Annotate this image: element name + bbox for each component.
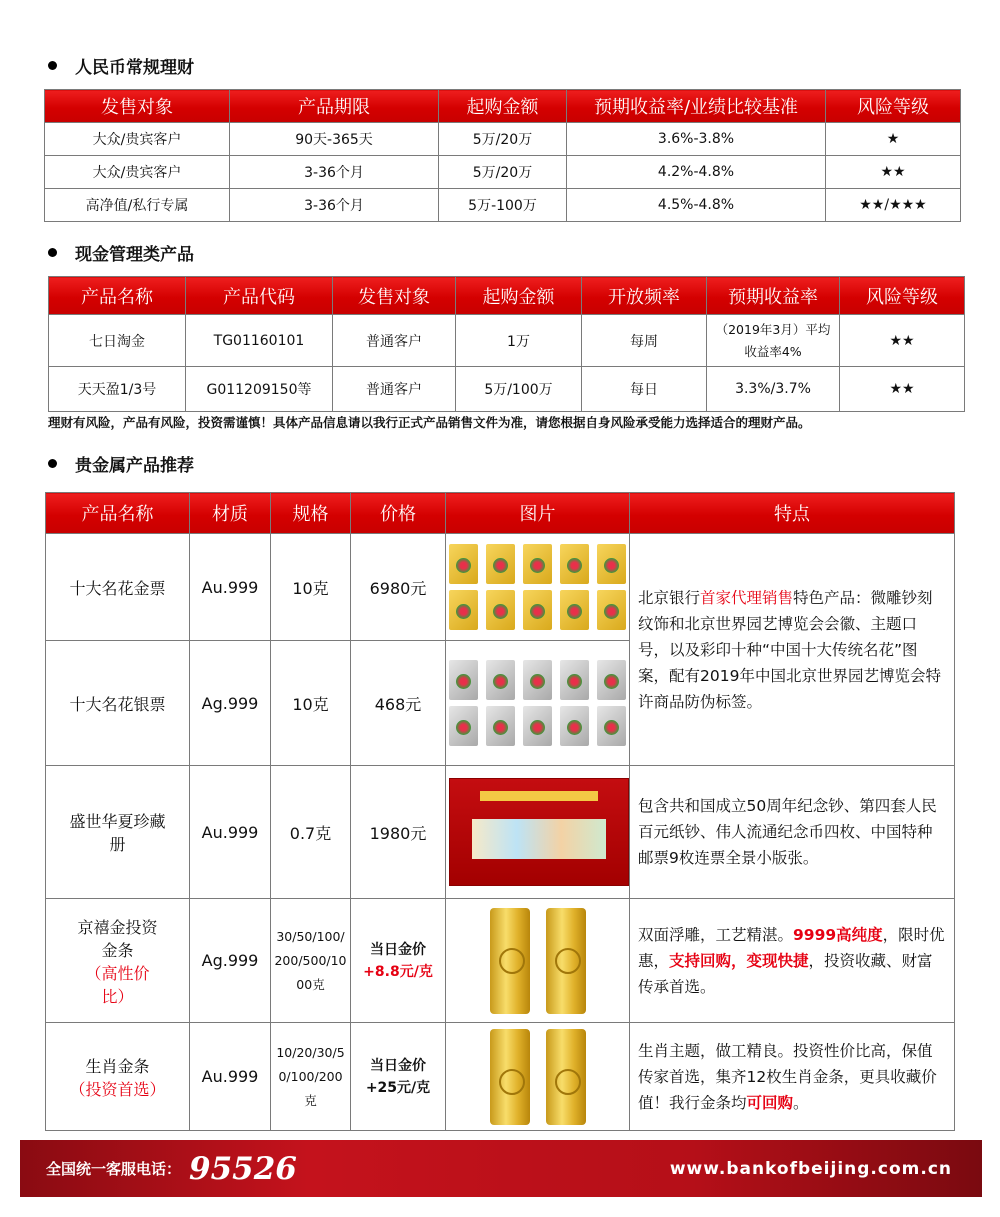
footer-banner — [20, 1140, 982, 1197]
product-name: 京禧金投资金条 （高性价比） — [46, 899, 190, 1023]
material: Au.999 — [190, 1023, 271, 1131]
rmb-products-table — [44, 89, 961, 222]
cell: 天天盈1/3号 — [49, 367, 186, 412]
product-name: 盛世华夏珍藏册 — [46, 766, 190, 899]
column-header: 特点 — [630, 493, 955, 534]
risk-rating: ★★ — [826, 156, 961, 189]
cell: 5万/20万 — [439, 123, 567, 156]
cell: 1万 — [456, 315, 582, 367]
column-header: 产品名称 — [49, 277, 186, 315]
table-row — [49, 367, 965, 412]
cell: 大众/贵宾客户 — [45, 156, 230, 189]
cell: 3.6%-3.8% — [567, 123, 826, 156]
column-header: 预期收益率/业绩比较基准 — [567, 90, 826, 123]
section-title-cash: 现金管理类产品 — [48, 240, 194, 265]
table-row — [45, 189, 961, 222]
website-link[interactable]: www.bankofbeijing.com.cn — [669, 1158, 952, 1179]
spec: 30/50/100/200/500/1000克 — [271, 899, 351, 1023]
cash-products-table — [48, 276, 965, 412]
spec: 10克 — [271, 534, 351, 641]
spec: 10克 — [271, 641, 351, 766]
bullet-icon — [48, 459, 57, 468]
risk-rating: ★★/★★★ — [826, 189, 961, 222]
risk-rating: ★★ — [840, 367, 965, 412]
material: Au.999 — [190, 534, 271, 641]
collection-album-image — [446, 766, 630, 899]
table-header-row — [49, 277, 965, 315]
bullet-icon — [48, 248, 57, 257]
table-row — [46, 534, 955, 641]
column-header: 风险等级 — [826, 90, 961, 123]
table-row — [46, 1023, 955, 1131]
silver-flower-notes-image — [446, 641, 630, 766]
cell: 大众/贵宾客户 — [45, 123, 230, 156]
table-row — [49, 315, 965, 367]
cell: 4.2%-4.8% — [567, 156, 826, 189]
table-header-row — [46, 493, 955, 534]
cell: 每日 — [582, 367, 707, 412]
section-title-metal: 贵金属产品推荐 — [48, 451, 194, 476]
price: 当日金价 +25元/克 — [351, 1023, 446, 1131]
material: Ag.999 — [190, 641, 271, 766]
column-header: 图片 — [446, 493, 630, 534]
product-name: 十大名花银票 — [46, 641, 190, 766]
jingxi-feature: 双面浮雕，工艺精湛。9999高纯度，限时优惠，支持回购，变现快捷，投资收藏、财富传承首选。 — [630, 899, 955, 1023]
zodiac-feature: 生肖主题，做工精良。投资性价比高，保值传家首选，集齐12枚生肖金条，更具收藏价值！我行金条均可回购。 — [630, 1023, 955, 1131]
zodiac-gold-bars-image — [446, 1023, 630, 1131]
column-header: 产品名称 — [46, 493, 190, 534]
spec: 0.7克 — [271, 766, 351, 899]
column-header: 风险等级 — [840, 277, 965, 315]
risk-rating: ★ — [826, 123, 961, 156]
gold-flower-notes-image — [446, 534, 630, 641]
cell: 3-36个月 — [230, 189, 439, 222]
cell: 每周 — [582, 315, 707, 367]
cell: 普通客户 — [333, 367, 456, 412]
hotline-number[interactable]: 95526 — [189, 1150, 297, 1187]
cell: 3.3%/3.7% — [707, 367, 840, 412]
column-header: 材质 — [190, 493, 271, 534]
cell: 90天-365天 — [230, 123, 439, 156]
risk-disclaimer: 理财有风险，产品有风险，投资需谨慎！具体产品信息请以我行正式产品销售文件为准，请您根据自身风险承受能力选择适合的理财产品。 — [48, 415, 811, 430]
cell: 高净值/私行专属 — [45, 189, 230, 222]
material: Au.999 — [190, 766, 271, 899]
flower-notes-feature: 北京银行首家代理销售特色产品：微雕钞刻纹饰和北京世界园艺博览会会徽、主题口号，以及彩印十种“中国十大传统名花”图案，配有2019年中国北京世界园艺博览会特许商品防伪标签。 — [630, 534, 955, 766]
spec: 10/20/30/50/100/200克 — [271, 1023, 351, 1131]
cell: 3-36个月 — [230, 156, 439, 189]
hotline: 全国统一客服电话： 95526 — [46, 1150, 297, 1187]
table-header-row — [45, 90, 961, 123]
cell: 七日淘金 — [49, 315, 186, 367]
material: Ag.999 — [190, 899, 271, 1023]
price: 6980元 — [351, 534, 446, 641]
cell: 5万/100万 — [456, 367, 582, 412]
table-row — [45, 123, 961, 156]
jingxi-gold-bars-image — [446, 899, 630, 1023]
column-header: 起购金额 — [456, 277, 582, 315]
column-header: 规格 — [271, 493, 351, 534]
cell: 5万-100万 — [439, 189, 567, 222]
cell: 5万/20万 — [439, 156, 567, 189]
column-header: 产品期限 — [230, 90, 439, 123]
table-row — [45, 156, 961, 189]
bullet-icon — [48, 61, 57, 70]
column-header: 起购金额 — [439, 90, 567, 123]
cell: G011209150等 — [186, 367, 333, 412]
column-header: 发售对象 — [333, 277, 456, 315]
price: 1980元 — [351, 766, 446, 899]
cell: 4.5%-4.8% — [567, 189, 826, 222]
product-name: 生肖金条 （投资首选） — [46, 1023, 190, 1131]
table-row — [46, 766, 955, 899]
cell: TG01160101 — [186, 315, 333, 367]
section-title-rmb: 人民币常规理财 — [48, 53, 194, 78]
cell: 普通客户 — [333, 315, 456, 367]
album-feature: 包含共和国成立50周年纪念钞、第四套人民百元纸钞、伟人流通纪念币四枚、中国特种邮票9枚连票全景小版张。 — [630, 766, 955, 899]
product-name: 十大名花金票 — [46, 534, 190, 641]
precious-metal-table — [45, 492, 955, 1131]
table-row — [46, 899, 955, 1023]
column-header: 预期收益率 — [707, 277, 840, 315]
column-header: 价格 — [351, 493, 446, 534]
column-header: 产品代码 — [186, 277, 333, 315]
price: 当日金价 +8.8元/克 — [351, 899, 446, 1023]
risk-rating: ★★ — [840, 315, 965, 367]
column-header: 发售对象 — [45, 90, 230, 123]
cell: （2019年3月）平均收益率4% — [707, 315, 840, 367]
price: 468元 — [351, 641, 446, 766]
column-header: 开放频率 — [582, 277, 707, 315]
